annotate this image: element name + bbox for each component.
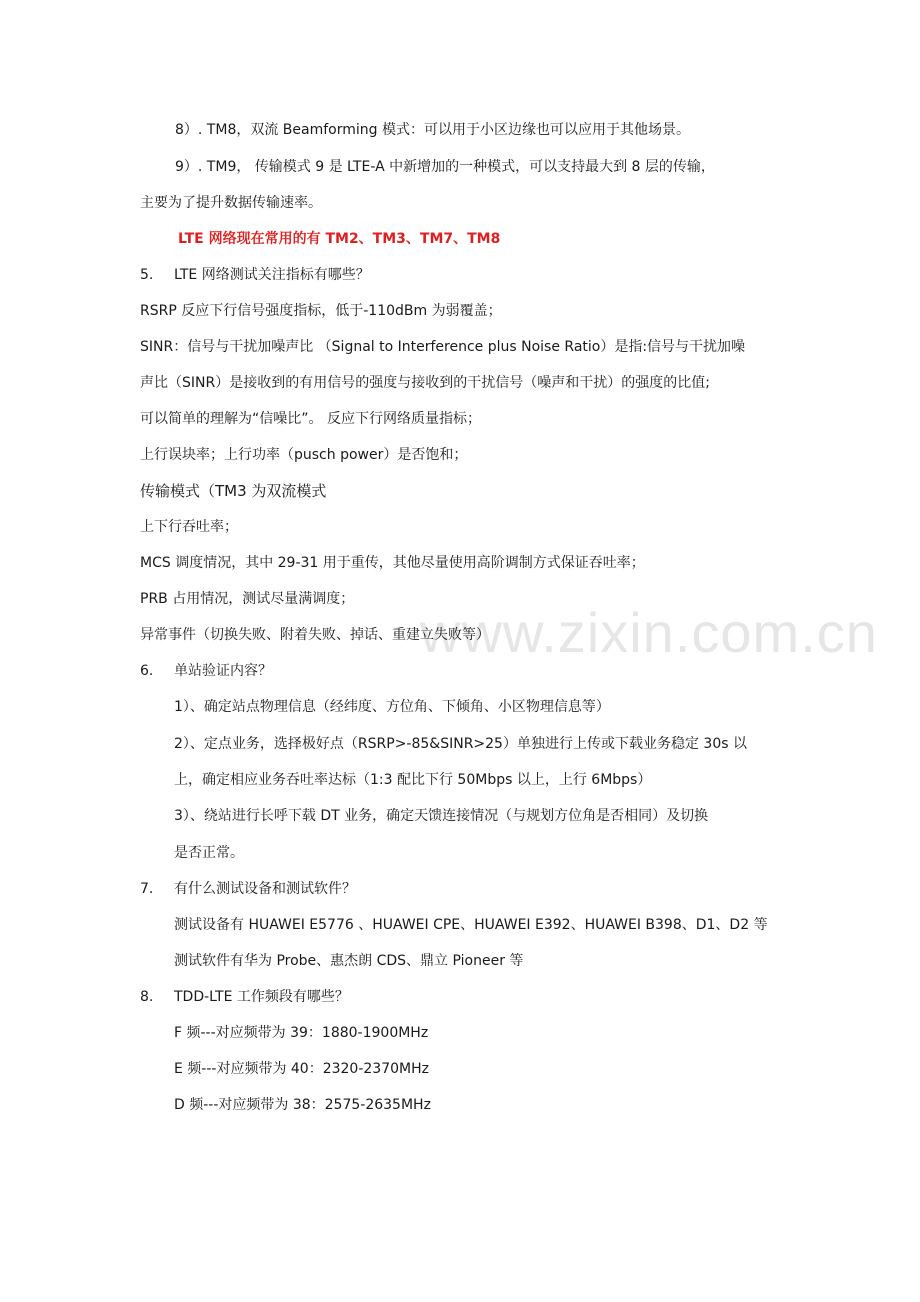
question-6	[140, 661, 272, 681]
tm8-line: 8）. TM8，双流 Beamforming 模式：可以用于小区边缘也可以应用于其他场景。	[175, 122, 690, 138]
q8-item: F 频---对应频带为 39：1880-1900MHz	[174, 1025, 429, 1041]
question-number: 5.	[140, 267, 154, 283]
question-number: 8.	[140, 989, 154, 1005]
q5-item: MCS 调度情况，其中 29-31 用于重传，其他尽量使用高阶调制方式保证吞吐率；	[140, 555, 645, 571]
question-title: 有什么测试设备和测试软件？	[174, 881, 356, 897]
q6-item: 上，确定相应业务吞吐率达标（1:3 配比下行 50Mbps 以上，上行 6Mbps）	[174, 772, 652, 788]
q5-item: 上下行吞吐率；	[140, 519, 238, 535]
watermark: www.zixin.com.cn	[420, 601, 878, 664]
question-title: 单站验证内容？	[174, 663, 272, 679]
q6-item: 2）、定点业务，选择极好点（RSRP>-85&SINR>25）单独进行上传或下载业务稳定 30s 以	[174, 736, 747, 752]
q5-item: 传输模式（TM3 为双流模式	[140, 482, 327, 500]
highlight-note: LTE 网络现在常用的有 TM2、TM3、TM7、TM8	[178, 231, 501, 247]
q5-item: 可以简单的理解为“信噪比”。 反应下行网络质量指标；	[140, 411, 481, 427]
question-title: LTE 网络测试关注指标有哪些？	[174, 267, 370, 283]
q6-item: 3）、绕站进行长呼下载 DT 业务，确定天馈连接情况（与规划方位角是否相同）及切换	[174, 808, 709, 824]
question-number: 7.	[140, 881, 154, 897]
q6-item: 1）、确定站点物理信息（经纬度、方位角、下倾角、小区物理信息等）	[174, 699, 610, 715]
question-number: 6.	[140, 663, 154, 679]
question-8	[140, 987, 349, 1007]
q5-item: RSRP 反应下行信号强度指标，低于-110dBm 为弱覆盖；	[140, 303, 502, 319]
q8-item: D 频---对应频带为 38：2575-2635MHz	[174, 1097, 431, 1113]
q5-item: SINR：信号与干扰加噪声比 （Signal to Interference plus Noise Ratio）是指:信号与干扰加噪	[140, 339, 746, 355]
q5-item: PRB 占用情况，测试尽量满调度；	[140, 591, 355, 607]
q8-item: E 频---对应频带为 40：2320-2370MHz	[174, 1061, 429, 1077]
q5-item: 声比（SINR）是接收到的有用信号的强度与接收到的干扰信号（噪声和干扰）的强度的比值;	[140, 375, 710, 391]
q7-item: 测试设备有 HUAWEI E5776 、HUAWEI CPE、HUAWEI E392、HUAWEI B398、D1、D2 等	[174, 917, 768, 933]
tm9-line: 9）. TM9， 传输模式 9 是 LTE-A 中新增加的一种模式，可以支持最大到 8 层的传输，	[175, 159, 715, 175]
q5-item: 上行误块率；上行功率（pusch power）是否饱和；	[140, 447, 468, 463]
tm9-line-cont: 主要为了提升数据传输速率。	[140, 195, 322, 211]
question-5	[140, 265, 370, 285]
q7-item: 测试软件有华为 Probe、惠杰朗 CDS、鼎立 Pioneer 等	[174, 953, 524, 969]
question-title: TDD-LTE 工作频段有哪些？	[174, 989, 349, 1005]
question-7	[140, 879, 356, 899]
q5-item: 异常事件（切换失败、附着失败、掉话、重建立失败等）	[140, 627, 490, 643]
q6-item: 是否正常。	[174, 845, 244, 861]
